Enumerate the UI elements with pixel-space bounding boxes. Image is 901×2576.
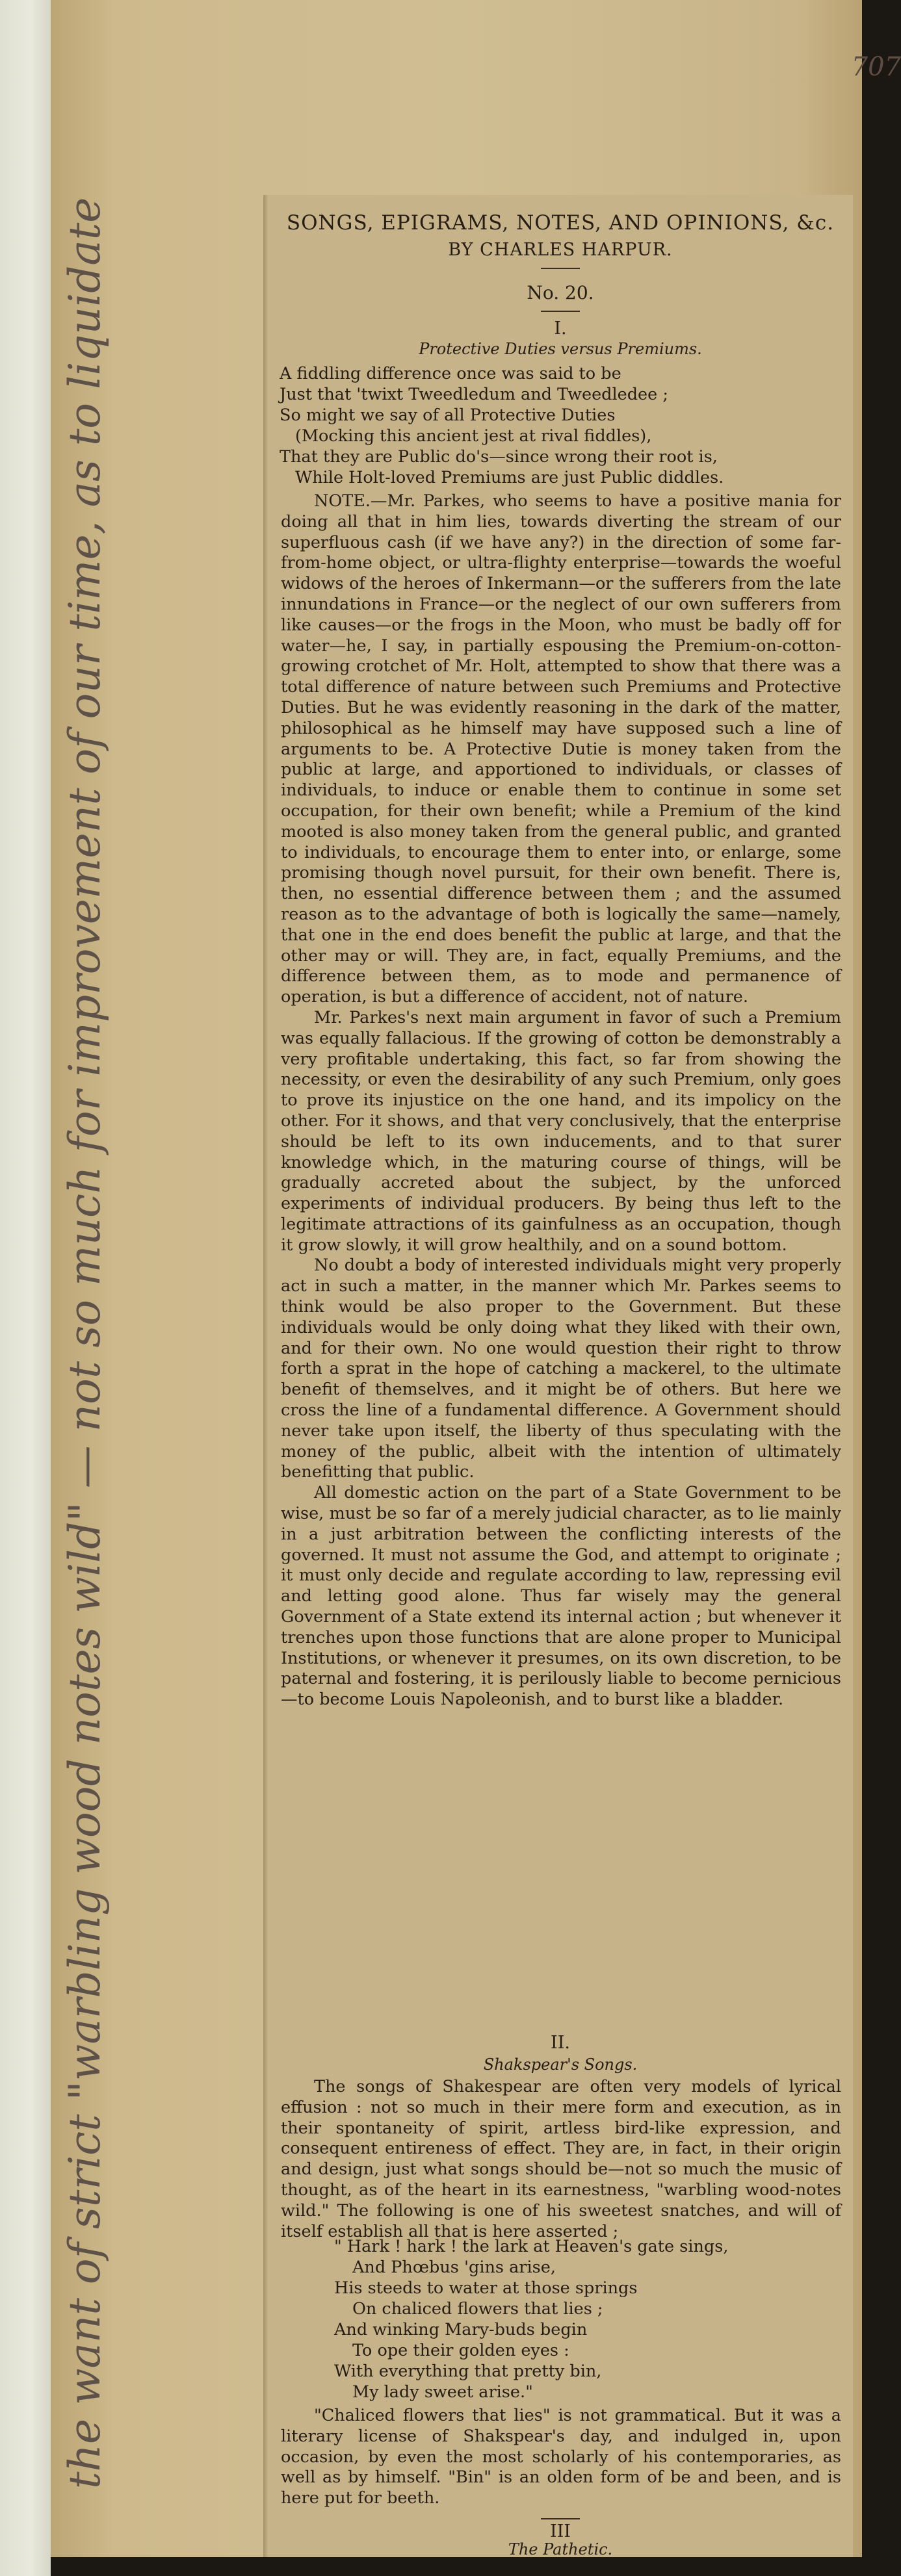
- column-header: [281, 209, 840, 264]
- verse-line: My lady sweet arise.": [352, 2382, 533, 2402]
- paragraph: Mr. Parkes's next main argument in favor of such a Premium was equally fallacious. If the growing of cotton be demonstrably a very profitable undertaking, this fact, so far from showing the necessity, or even the desirability of any such Premium, only goes to prove its injustice on the one hand, and its impolicy on the other. For it shows, and that very conclusively, that the enterprise should be left to its own inducements, and to that surer knowledge which, in the maturing course of things, will be gradually accreted about the subject, by the unforced experiments of individual producers. By being thus left to the legitimate attractions of its gainfulness as an occupation, though it grow slowly, it will grow healthily, and on a sound bottom.: [281, 1007, 841, 1255]
- verse-line: Just that 'twixt Tweedledum and Tweedledee ;: [280, 385, 668, 404]
- verse-line: A fiddling difference once was said to be: [280, 364, 621, 383]
- paragraph: "Chaliced flowers that lies" is not grammatical. But it was a literary license of Shakspear's day, and indulged in, upon occasion, by even the most scholarly of his contemporaries, as well as by himself. "Bin" is an olden form of be and been, and is here put for beeth.: [281, 2406, 841, 2508]
- section-rule: [541, 2518, 580, 2519]
- section-subtitle: The Pathetic.: [508, 2540, 613, 2558]
- paragraph: The songs of Shakespear are often very models of lyrical effusion : not so much in their mere form and execution, as in their spontaneity of spirit, artless bird-like expression, and consequent entireness of effect. They are, in fact, in their origin and design, just what songs should be—not so much the music of thought, as of the heart in its earnestness, "warbling wood-notes wild." The following is one of his sweetest snatches, and will of itself establish all that is here asserted ;: [281, 2077, 841, 2241]
- paragraph: NOTE.—Mr. Parkes, who seems to have a positive mania for doing all that in him lies, towards diverting the stream of our superfluous cash (if we have any?) in the direction of some far-from-home object, or ultra-flighty enterprise—towards the woeful widows of the heroes of Inkermann—or the sufferers from the late innundations in France—or the neglect of our own sufferers from like causes—or the frogs in the Moon, who must be badly off for water—he, I say, in partially espousing the Premium-on-cotton-growing crotchet of Mr. Holt, attempted to show that there was a total difference of nature between such Premiums and Protective Duties. But he was evidently reasoning in the dark of the matter, philosophical as he himself may have supposed such a line of arguments to be. A Protective Dutie is money taken from the public at large, and apportioned to individuals, or classes of individuals, to induce or enable them to continue in some set occupation, for their own benefit; while a Premium of the kind mooted is also money taken from the general public, and granted to individuals, to encourage them to enter into, or enlarge, some promising though novel pursuit, for their own benefit. There is, then, no essential difference between them ; and the assumed reason as to the advantage of both is logically the same—namely, that one in the end does benefit the public at large, and that the other may or will. They are, in fact, equally Premiums, and the difference between them, as to mode and permanence of operation, is but a difference of accident, not of nature.: [281, 491, 841, 1007]
- article-body: [281, 491, 841, 1710]
- section-subtitle: Shakspear's Songs.: [483, 2055, 638, 2074]
- column-title: SONGS, EPIGRAMS, NOTES, AND OPINIONS, &c.: [286, 211, 835, 235]
- column-byline: BY CHARLES HARPUR.: [448, 240, 673, 260]
- verse-line: (Mocking this ancient jest at rival fiddles),: [295, 426, 652, 446]
- section-numeral: I.: [554, 318, 567, 339]
- verse-line: And winking Mary-buds begin: [334, 2320, 588, 2339]
- adjacent-page-edge: [0, 0, 51, 2576]
- section-numeral: III: [550, 2521, 571, 2542]
- verse-line: On chaliced flowers that lies ;: [352, 2299, 603, 2319]
- article-body: [281, 2077, 841, 2242]
- issue-number: No. 20.: [527, 282, 594, 303]
- verse-line: While Holt-loved Premiums are just Public diddles.: [295, 468, 724, 487]
- header-rule: [541, 268, 580, 269]
- article-body: [281, 2406, 841, 2509]
- section-subtitle: Protective Duties versus Premiums.: [419, 340, 702, 358]
- paragraph: All domestic action on the part of a State Government to be wise, must be so far of a merely judicial character, as to lie mainly in a just arbitration between the conflicting interests of the governed. It must not assume the God, and attempt to originate ; it must only decide and regulate according to law, repressing evil and letting good alone. Thus far wisely may the general Government of a State extend its internal action ; but whenever it trenches upon those functions that are alone proper to Municipal Institutions, or whenever it presumes, on its own discretion, to be paternal and fostering, it is perilously liable to become pernicious—to become Louis Napoleonish, and to burst like a bladder.: [281, 1483, 841, 1710]
- verse-line: " Hark ! hark ! the lark at Heaven's gate sings,: [334, 2237, 729, 2256]
- verse-line: With everything that pretty bin,: [334, 2362, 602, 2381]
- section-numeral: II.: [551, 2033, 570, 2053]
- issue-rule: [541, 311, 580, 312]
- page-number: 707: [851, 52, 901, 82]
- verse-line: That they are Public do's—since wrong their root is,: [280, 447, 718, 467]
- verse-line: And Phœbus 'gins arise,: [352, 2258, 556, 2277]
- verse-line: So might we say of all Protective Duties: [280, 406, 616, 425]
- verse-line: To ope their golden eyes :: [352, 2341, 569, 2360]
- newspaper-clipping: [268, 195, 853, 2557]
- paragraph: No doubt a body of interested individuals might very properly act in such a matter, in the manner which Mr. Parkes seems to think would be also proper to the Government. But these individuals would be only doing what they liked with their own, and for their own. No one would question their right to throw forth a sprat in the hope of catching a mackerel, to the ultimate benefit of themselves, and it might be of others. But here we cross the line of a fundamental difference. A Government should never take upon itself, the liberty of thus speculating with the money of the public, albeit with the intention of ultimately benefitting that public.: [281, 1256, 841, 1482]
- handwritten-margin-note: the want of strict "warbling wood notes wild" — not so much for improvement of our time, as to liquidate: [60, 197, 110, 2489]
- verse-line: His steeds to water at those springs: [334, 2278, 638, 2298]
